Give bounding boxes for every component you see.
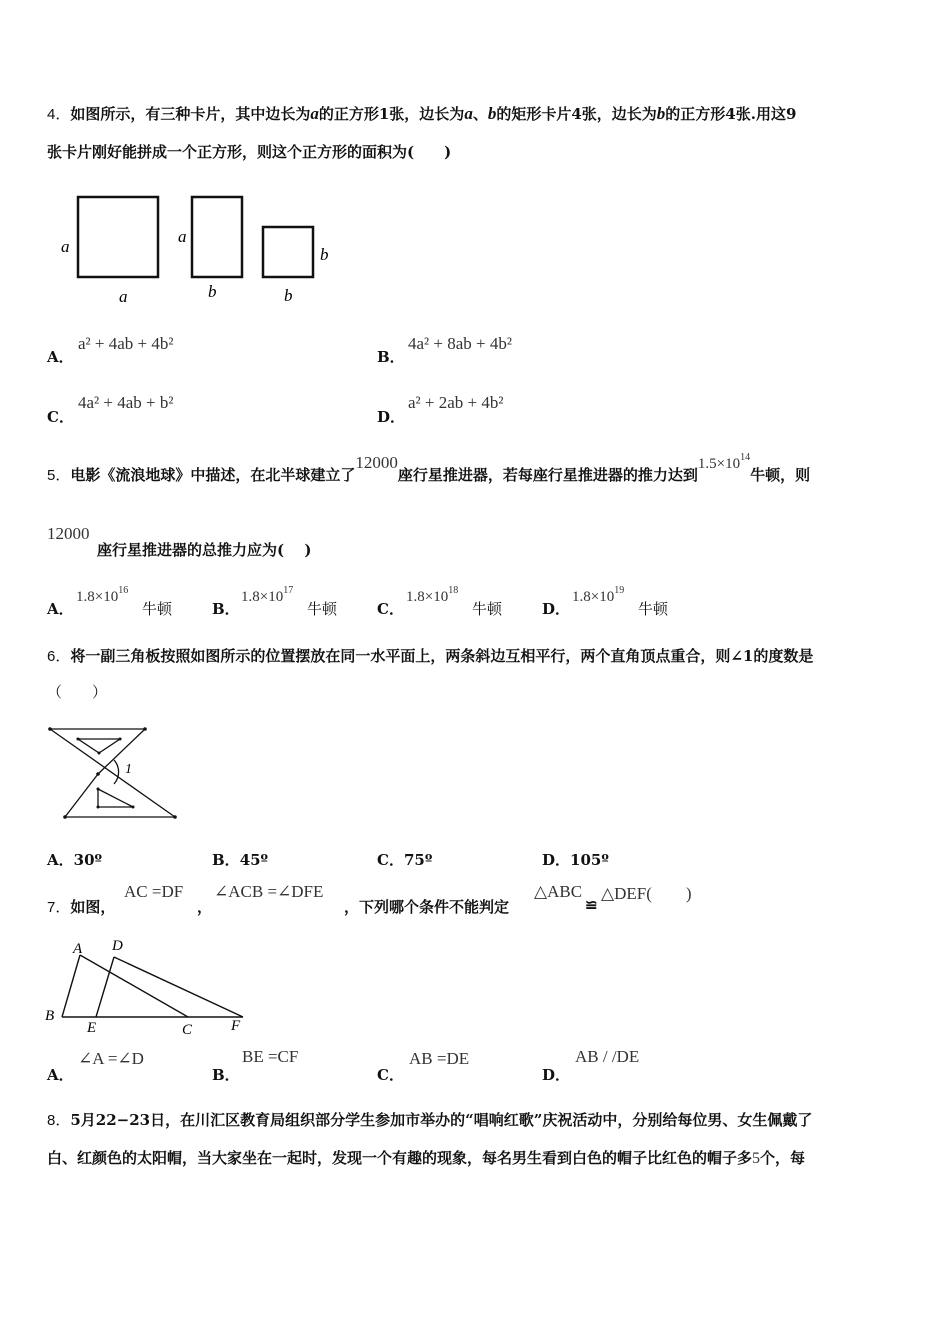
q7-option-b: BE =CF	[242, 1047, 299, 1066]
q6-angle-label: 1	[125, 762, 132, 777]
q5-text-4: 座行星推进器的总推力应为( )	[97, 541, 312, 559]
q5-option-b-label: B．	[212, 600, 240, 618]
q4-sep: 、	[472, 105, 488, 123]
q7-label-a: A	[73, 941, 83, 957]
q5-text-1: 电影《流浪地球》中描述，在北半球建立了	[70, 466, 356, 484]
q5-option-b	[241, 585, 293, 606]
q7-label-b: B	[45, 1008, 55, 1024]
q8-five: 5	[752, 1150, 761, 1167]
q6-option-b	[212, 849, 268, 870]
q8-line1	[47, 1109, 812, 1130]
q7-number: 7．	[47, 899, 71, 916]
q4-fig-label: b	[284, 286, 293, 305]
q5-option-d-label: D．	[542, 600, 571, 618]
q4-square-b	[263, 227, 313, 277]
q7-cond-1: AC =DF	[124, 882, 184, 901]
q5-n1: 12000	[355, 453, 398, 472]
q4-fig-label: a	[61, 237, 70, 256]
q5-number: 5．	[47, 467, 71, 484]
q5-unit: 牛顿	[472, 600, 503, 618]
q5-option-c	[406, 585, 458, 606]
q4-option-b-label: B．	[377, 348, 405, 366]
q5-text-3: 牛顿，则	[750, 466, 811, 484]
q4-fig-label: b	[208, 282, 217, 301]
q4-fig-label: a	[119, 287, 128, 306]
q5-force-exp: 14	[740, 452, 751, 463]
q8-text-2a: 白、红颜色的太阳帽，当大家坐在一起时，发现一个有趣的现象，每名男生看到白色的帽子比红色的帽子多	[47, 1149, 753, 1167]
q6-line1	[47, 645, 813, 666]
q8-text-1: 5月22−23日，在川汇区教育局组织部分学生参加市举办的“唱响红歌”庆祝活动中，分别给每位男、女生佩戴了	[70, 1111, 813, 1129]
q7-option-d: AB / /DE	[575, 1047, 640, 1066]
q4-rect-ab	[192, 197, 242, 277]
q7-figure	[40, 935, 260, 1045]
q5-option-c-mant: 1.8×10	[406, 589, 449, 605]
q7-option-a-label: A．	[47, 1066, 74, 1084]
q5-text-2: 座行星推进器，若每座行星推进器的推力达到	[397, 466, 698, 484]
q8-number: 8．	[47, 1112, 71, 1129]
q7-option-b-label: B．	[212, 1066, 240, 1084]
q7-text-1: 如图，	[70, 898, 116, 916]
q6-text-2: （ ）	[47, 683, 108, 701]
q5-force: 1.5×10	[697, 456, 741, 472]
q4-option-b: 4a² + 8ab + 4b²	[408, 334, 512, 353]
q7-tri-1: △ABC	[534, 882, 583, 901]
q5-option-d	[572, 585, 624, 606]
q4-option-a: a² + 4ab + 4b²	[78, 334, 174, 353]
q4-square-a	[78, 197, 158, 277]
q5-option-d-exp: 19	[614, 585, 625, 596]
q7-option-c-label: C．	[377, 1066, 404, 1084]
q5-unit: 牛顿	[307, 600, 338, 618]
q7-label-e: E	[87, 1020, 97, 1036]
q8-line2	[47, 1147, 805, 1168]
q4-text-1d: 的正方形4张.用这9	[665, 105, 797, 123]
q7-tri-2: △DEF( )	[601, 884, 692, 903]
q7-option-d-label: D．	[542, 1066, 571, 1084]
q5-n2: 12000	[47, 524, 90, 543]
q4-option-d: a² + 2ab + 4b²	[408, 393, 504, 412]
q5-option-d-mant: 1.8×10	[572, 589, 615, 605]
q6-option-d-value: 105º	[570, 851, 609, 869]
q4-line1	[47, 103, 796, 124]
q7-comma: ，	[197, 898, 213, 916]
q6-option-a-value: 30º	[73, 851, 103, 869]
q4-text-1b: 的正方形1张，边长为	[318, 105, 465, 123]
q4-option-c: 4a² + 4ab + b²	[78, 393, 174, 412]
q5-option-a-exp: 16	[118, 585, 129, 596]
q6-option-a-label: A．	[47, 851, 74, 869]
q4-var-a: a	[310, 104, 319, 123]
q5-option-c-exp: 18	[448, 585, 459, 596]
q6-option-c-value: 75º	[403, 851, 433, 869]
q4-var-b2: b	[656, 104, 666, 123]
q7-option-c: AB =DE	[409, 1049, 470, 1068]
q5-option-c-label: C．	[377, 600, 404, 618]
q7-label-c: C	[182, 1022, 193, 1038]
q4-line2: 张卡片刚好能拼成一个正方形，则这个正方形的面积为( )	[47, 143, 452, 161]
q6-number: 6．	[47, 648, 71, 665]
q7-cong: ≌	[585, 896, 598, 914]
q4-text-1c: 的矩形卡片4张，边长为	[496, 105, 657, 123]
q6-figure	[45, 722, 185, 822]
q5-unit: 牛顿	[638, 600, 669, 618]
q8-text-2b: 个，每	[760, 1149, 806, 1167]
q4-fig-label: a	[178, 227, 187, 246]
q6-text-1: 将一副三角板按照如图所示的位置摆放在同一水平面上，两条斜边互相平行，两个直角顶点重合，则∠1的度数是	[70, 647, 814, 665]
q4-figure	[55, 185, 355, 315]
q4-var-a2: a	[464, 104, 473, 123]
q4-option-d-label: D．	[377, 408, 406, 426]
q5-option-a	[76, 585, 128, 606]
q7-text-2: ，下列哪个条件不能判定	[344, 898, 510, 916]
q6-option-b-value: 45º	[239, 851, 269, 869]
q5-line1	[47, 452, 811, 485]
q6-option-c-label: C．	[377, 851, 404, 869]
q4-fig-label: b	[320, 245, 329, 264]
q7-label-d: D	[112, 938, 123, 954]
q4-var-b: b	[487, 104, 497, 123]
q5-option-a-label: A．	[47, 600, 74, 618]
q7-line1	[47, 896, 115, 917]
q5-option-a-mant: 1.8×10	[76, 589, 119, 605]
q6-option-b-label: B．	[212, 851, 240, 869]
q6-option-d-label: D．	[542, 851, 571, 869]
q5-unit: 牛顿	[142, 600, 173, 618]
q6-option-d	[542, 849, 609, 870]
q7-label-f: F	[231, 1018, 241, 1034]
q5-option-b-exp: 17	[283, 585, 294, 596]
q6-option-a	[47, 849, 102, 870]
q4-text-1: 如图所示，有三种卡片，其中边长为	[70, 105, 311, 123]
q4-option-a-label: A．	[47, 348, 74, 366]
q4-number: 4．	[47, 106, 71, 123]
q4-option-c-label: C．	[47, 408, 74, 426]
q7-option-a: ∠A =∠D	[78, 1049, 144, 1068]
q7-cond-2: ∠ACB =∠DFE	[214, 882, 324, 901]
q5-option-b-mant: 1.8×10	[241, 589, 284, 605]
q6-option-c	[377, 849, 432, 870]
